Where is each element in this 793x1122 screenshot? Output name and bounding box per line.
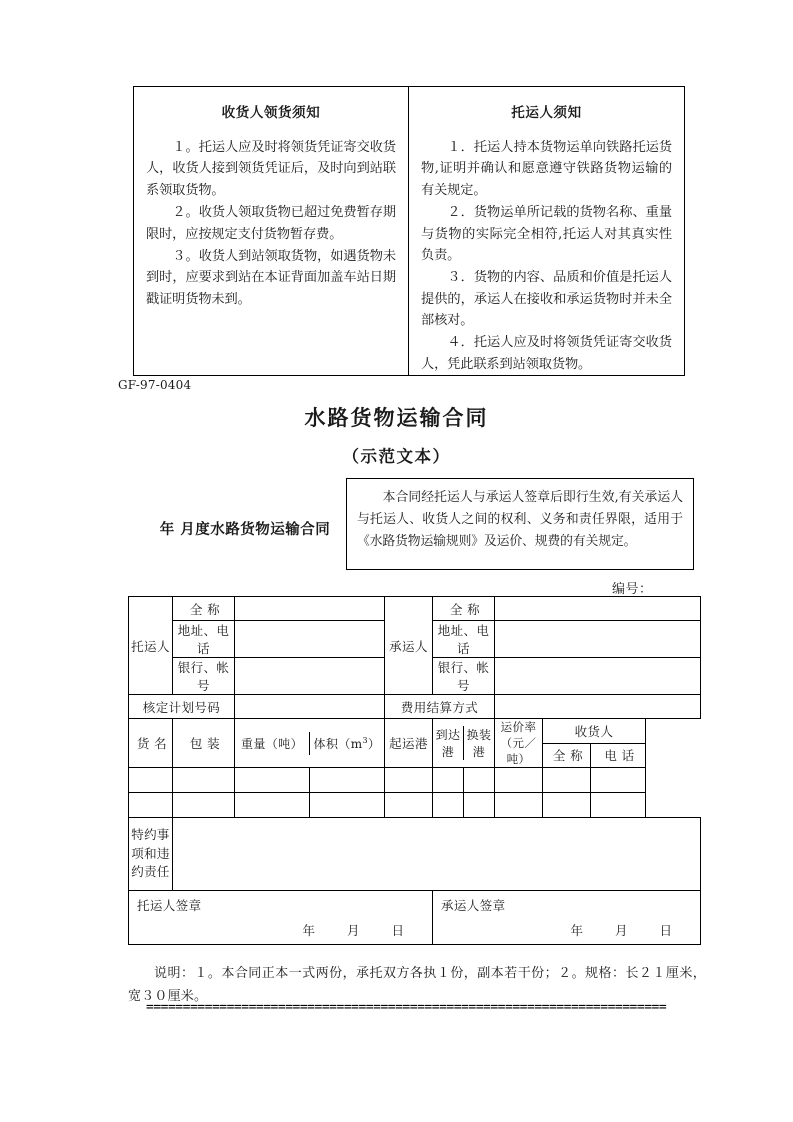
carrier-address-value[interactable]	[495, 621, 701, 658]
consignor-signature-cell[interactable]	[129, 891, 433, 945]
consignor-bank-label: 银行、帐号	[173, 658, 235, 695]
settlement-method-label: 费用结算方式	[385, 695, 495, 719]
special-terms-line-2: 项和违	[131, 845, 170, 861]
signature-row	[129, 891, 701, 945]
goods-header-transfer-port: 换装港	[466, 728, 492, 759]
goods-header-name: 货 名	[129, 719, 173, 768]
carrier-bank-label: 银行、帐号	[433, 658, 495, 695]
consignor-signature-label: 托运人签章	[137, 898, 202, 913]
goods-cell-origin-port[interactable]	[385, 768, 433, 793]
goods-cell-dest-transfer[interactable]	[433, 768, 495, 793]
goods-header-dest-transfer-group	[433, 719, 495, 768]
carrier-signature-label: 承运人签章	[441, 898, 506, 913]
goods-header-weight-volume-group	[235, 719, 385, 768]
description-text: 本合同经托运人与承运人签章后即行生效,有关承运人与托运人、收货人之间的权利、义务和责任界限，适用于《水路货物运输规则》及运价、规费的有关规定。	[357, 490, 683, 549]
goods-header-weight: 重量（吨）	[235, 732, 310, 755]
plan-number-value[interactable]	[235, 695, 385, 719]
goods-cell-dest-transfer[interactable]	[433, 793, 495, 818]
consignee-notice-title: 收货人领货须知	[221, 105, 321, 121]
consignor-bank-value[interactable]	[235, 658, 385, 695]
description-box	[346, 478, 694, 570]
goods-cell-consignee-phone[interactable]	[591, 768, 646, 793]
goods-header-volume: 体积$(m^3)$	[313, 735, 381, 751]
goods-header-consignee-phone: 电 话	[591, 743, 646, 768]
goods-data-row	[129, 793, 701, 818]
consignee-notice-item-2: ２。收货人领取货物已超过免费暂存期限时，应按规定支付货物暂存费。	[146, 205, 396, 242]
goods-cell-name[interactable]	[129, 793, 173, 818]
page-subtitle: （示范文本）	[342, 447, 451, 466]
consignor-notice-column	[409, 87, 684, 375]
contract-form-table	[128, 596, 701, 945]
consignor-signature-date: 年 月 日	[302, 923, 418, 938]
goods-cell-rate[interactable]	[495, 793, 543, 818]
monthly-contract-label: 年 月度水路货物运输合同	[159, 522, 331, 538]
consignor-address-value[interactable]	[235, 621, 385, 658]
special-terms-label	[129, 818, 173, 891]
goods-header-consignee-group: 收货人	[543, 719, 646, 744]
consignor-label-cell: 托运人	[129, 597, 173, 695]
goods-cell-consignee-phone[interactable]	[591, 793, 646, 818]
goods-cell-weight-volume[interactable]	[235, 793, 385, 818]
page-title: 水路货物运输合同	[304, 406, 489, 430]
goods-cell-origin-port[interactable]	[385, 793, 433, 818]
goods-header-rate: 运价率（元／吨）	[495, 719, 543, 768]
table-row-name	[129, 597, 701, 621]
gf-code: GF-97-0404	[118, 378, 192, 392]
goods-header-dest-port: 到达港	[433, 726, 464, 760]
special-terms-line-1: 特约事	[131, 826, 170, 842]
consignor-notice-item-3: ３．货物的内容、品质和价值是托运人提供的，承运人在接收和承运货物时并未全部核对。	[421, 270, 672, 328]
goods-header-origin-port: 起运港	[385, 719, 433, 768]
plan-number-label: 核定计划号码	[129, 695, 235, 719]
notices-table	[133, 86, 685, 376]
special-terms-row	[129, 818, 701, 891]
carrier-signature-date: 年 月 日	[570, 923, 686, 938]
consignor-notice-item-4: ４．托运人应及时将领货凭证寄交收货人，凭此联系到站领取货物。	[421, 335, 672, 372]
footer-note: 说明：１。本合同正本一式两份，承托双方各执１份，副本若干份；２。规格：长２１厘米，宽３０厘米。	[128, 966, 706, 1004]
goods-cell-rate[interactable]	[495, 768, 543, 793]
goods-cell-consignee-name[interactable]	[543, 768, 591, 793]
goods-cell-weight-volume[interactable]	[235, 768, 385, 793]
consignor-notice-title: 托运人须知	[511, 105, 582, 121]
goods-data-row	[129, 768, 701, 793]
goods-cell-name[interactable]	[129, 768, 173, 793]
table-row-plan	[129, 695, 701, 719]
goods-header-consignee-name: 全 称	[543, 743, 591, 768]
consignor-notice-item-2: ２．货物运单所记载的货物名称、重量与货物的实际完全相符,托运人对其真实性负责。	[421, 205, 672, 263]
settlement-method-value[interactable]	[495, 695, 701, 719]
consignee-notice-item-3: ３。收货人到站领取货物，如遇货物未到时，应要求到站在本证背面加盖车站日期戳证明货物未到。	[146, 248, 396, 307]
consignor-name-value[interactable]	[235, 597, 385, 621]
bottom-divider: =======================================================================	[146, 1000, 667, 1015]
serial-number-label: 编号：	[612, 582, 653, 597]
special-terms-line-3: 约责任	[131, 864, 170, 880]
goods-cell-packaging[interactable]	[173, 768, 235, 793]
consignor-name-label: 全 称	[173, 597, 235, 621]
goods-cell-packaging[interactable]	[173, 793, 235, 818]
goods-cell-consignee-name[interactable]	[543, 793, 591, 818]
special-terms-value[interactable]	[173, 818, 701, 891]
carrier-address-label: 地址、电话	[433, 621, 495, 658]
consignor-notice-item-1: １．托运人持本货物运单向铁路托运货物,证明并确认和愿意遵守铁路货物运输的有关规定。	[421, 140, 672, 198]
goods-header-row-1	[129, 719, 701, 744]
consignee-notice-item-1: １。托运人应及时将领货凭证寄交收货人，收货人接到领货凭证后，及时向到站联系领取货物。	[146, 140, 396, 198]
carrier-bank-value[interactable]	[495, 658, 701, 695]
carrier-name-label: 全 称	[433, 597, 495, 621]
consignor-address-label: 地址、电话	[173, 621, 235, 658]
consignee-notice-column	[134, 87, 409, 375]
goods-header-packaging: 包 装	[173, 719, 235, 768]
carrier-name-value[interactable]	[495, 597, 701, 621]
carrier-label-cell: 承运人	[385, 597, 433, 695]
carrier-signature-cell[interactable]	[433, 891, 701, 945]
